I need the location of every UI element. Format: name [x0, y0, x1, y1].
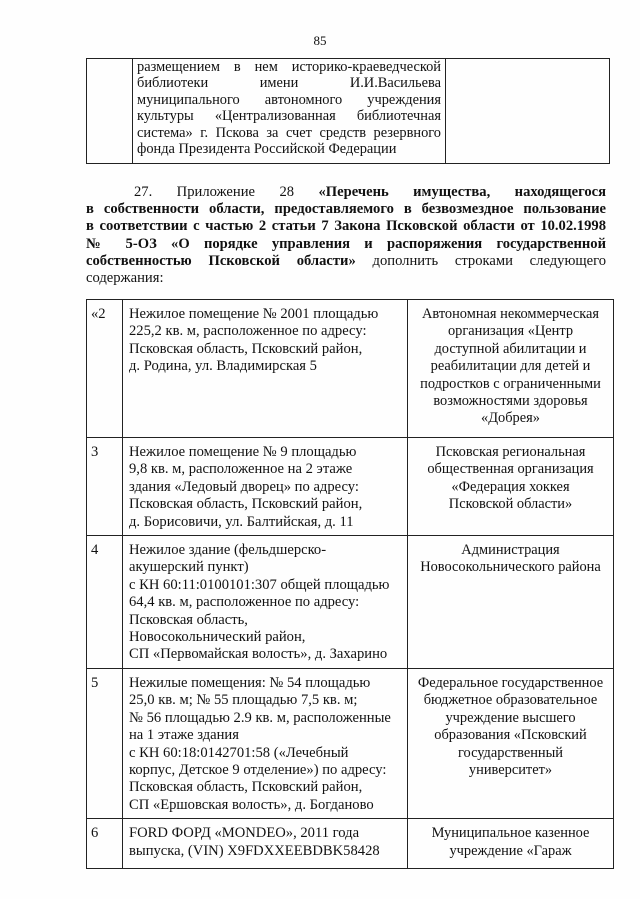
paragraph-line [86, 201, 606, 218]
description-line: Псковская область, [129, 611, 248, 628]
table-row [87, 438, 614, 536]
organization-line: возможностями здоровья [433, 393, 588, 410]
page-number: 85 [313, 33, 327, 48]
description-line: Нежилое помещение № 2001 площадью [129, 306, 379, 322]
paragraph-line [86, 184, 606, 201]
property-description [123, 300, 408, 438]
description-line: 64,4 кв. м, расположенное по адресу: [129, 594, 360, 611]
paragraph-bold-text: в собственности области, предоставляемого в безвозмездное пользование [86, 201, 606, 218]
description-line: 9,8 кв. м, расположенное на 2 этаже [129, 461, 353, 478]
row-number: 3 [87, 438, 123, 536]
description-line: Нежилые помещения: № 54 площадью [129, 674, 371, 691]
description-line: акушерский пункт) [129, 559, 249, 576]
organization-line: Автономная некоммерческая [421, 306, 599, 322]
description-line: д. Борисовичи, ул. Балтийская, д. 11 [129, 513, 354, 530]
description-line: с КН 60:11:0100101:307 общей площадью [129, 576, 390, 593]
description-line: выпуска, (VIN) X9FDXXEEBDBK58428 [129, 842, 380, 859]
description-line: с КН 60:18:0142701:58 («Лечебный [129, 744, 349, 761]
paragraph-line [86, 270, 606, 287]
organization-line: бюджетное образовательное [423, 692, 598, 709]
organization-line: организация «Центр [447, 323, 574, 340]
paragraph-bold-text: № 5-ОЗ «О порядке управления и распоряжения государственной [86, 235, 606, 252]
paragraph-line [86, 218, 606, 235]
description-line: здания «Ледовый дворец» по адресу: [129, 478, 359, 495]
organization-line: учреждение высшего [445, 709, 576, 726]
text-line: культуры «Централизованная библиотечная [137, 108, 441, 125]
property-table [86, 299, 614, 869]
description-line: на 1 этаже здания [129, 727, 239, 744]
organization-line: Псковской области» [448, 496, 573, 513]
description-line: Нежилое здание (фельдшерско- [129, 542, 327, 559]
property-description [123, 536, 408, 669]
organization-cell [408, 438, 614, 536]
organization-cell [408, 819, 614, 869]
property-description [123, 438, 408, 536]
description-line: д. Родина, ул. Владимирская 5 [129, 358, 317, 375]
table-row [87, 59, 610, 164]
paragraph-text: дополнить строками следующего [355, 252, 606, 269]
organization-cell [408, 300, 614, 438]
paragraph-bold-text: собственностью Псковской области» [86, 252, 356, 269]
property-description [123, 668, 408, 818]
description-line: № 56 площадью 2.9 кв. м, расположенные [129, 709, 391, 726]
description-line: Псковская область, Псковский район, [129, 340, 363, 357]
description-line: СП «Первомайская волость», д. Захарино [129, 646, 388, 663]
row-number: «2 [87, 300, 123, 438]
paragraph-bold-text: в соответствии с частью 2 статьи 7 Закона Псковской области от 10.02.1998 [86, 218, 606, 235]
row-number: 4 [87, 536, 123, 669]
text-line: размещением в нем историко-краеведческой [137, 59, 441, 75]
table-row [87, 300, 614, 438]
description-line: корпус, Детское 9 отделение») по адресу: [129, 761, 387, 778]
paragraph-text: содержания: [86, 270, 164, 287]
paragraph-bold-text: «Перечень имущества, находящегося [318, 184, 607, 200]
text-line: фонда Президента Российской Федерации [137, 141, 397, 158]
empty-cell [446, 59, 610, 164]
continued-table [86, 58, 610, 164]
property-description [123, 819, 408, 869]
organization-line: Псковская региональная [435, 444, 586, 460]
organization-line: университет» [468, 761, 553, 778]
paragraph-line [86, 236, 606, 253]
organization-line: доступной абилитации и [434, 340, 587, 357]
description-line: Нежилое помещение № 9 площадью [129, 444, 357, 460]
number-cell [87, 59, 133, 164]
amendment-paragraph [86, 184, 606, 287]
description-cell [133, 59, 446, 164]
text-line: муниципального автономного учреждения [137, 91, 441, 108]
description-line: Новосокольнический район, [129, 629, 306, 646]
description-line: СП «Ершовская волость», д. Богданово [129, 796, 374, 813]
description-line: 225,2 кв. м, расположенное по адресу: [129, 323, 367, 340]
organization-line: «Федерация хоккея [451, 478, 570, 495]
organization-line: государственный [457, 744, 564, 761]
organization-line: Администрация [461, 542, 560, 559]
paragraph-text: 27. Приложение 28 [134, 184, 319, 200]
organization-cell [408, 668, 614, 818]
organization-line: реабилитации для детей и [430, 358, 591, 375]
row-number: 5 [87, 668, 123, 818]
row-number: 6 [87, 819, 123, 869]
table-row [87, 668, 614, 818]
organization-line: Новосокольнического района [420, 559, 601, 576]
text-line: система» г. Пскова за счет средств резервного [137, 124, 441, 141]
description-line: Псковская область, Псковский район, [129, 496, 363, 513]
description-line: Псковская область, Псковский район, [129, 779, 363, 796]
organization-line: «Добрея» [481, 410, 540, 427]
organization-line: общественная организация [427, 461, 594, 478]
text-line: библиотеки имени И.И.Васильева [137, 75, 441, 92]
table-row [87, 536, 614, 669]
description-line: 25,0 кв. м; № 55 площадью 7,5 кв. м; [129, 692, 358, 709]
organization-line: Муниципальное казенное [431, 825, 590, 842]
paragraph-line [86, 253, 606, 270]
organization-line: образования «Псковский [434, 727, 587, 744]
description-line: FORD ФОРД «MONDEO», 2011 года [129, 825, 360, 842]
organization-cell [408, 536, 614, 669]
organization-line: Федеральное государственное [417, 674, 604, 691]
organization-line: подростков с ограниченными [420, 375, 601, 392]
organization-line: учреждение «Гараж [449, 842, 572, 859]
table-row [87, 819, 614, 869]
